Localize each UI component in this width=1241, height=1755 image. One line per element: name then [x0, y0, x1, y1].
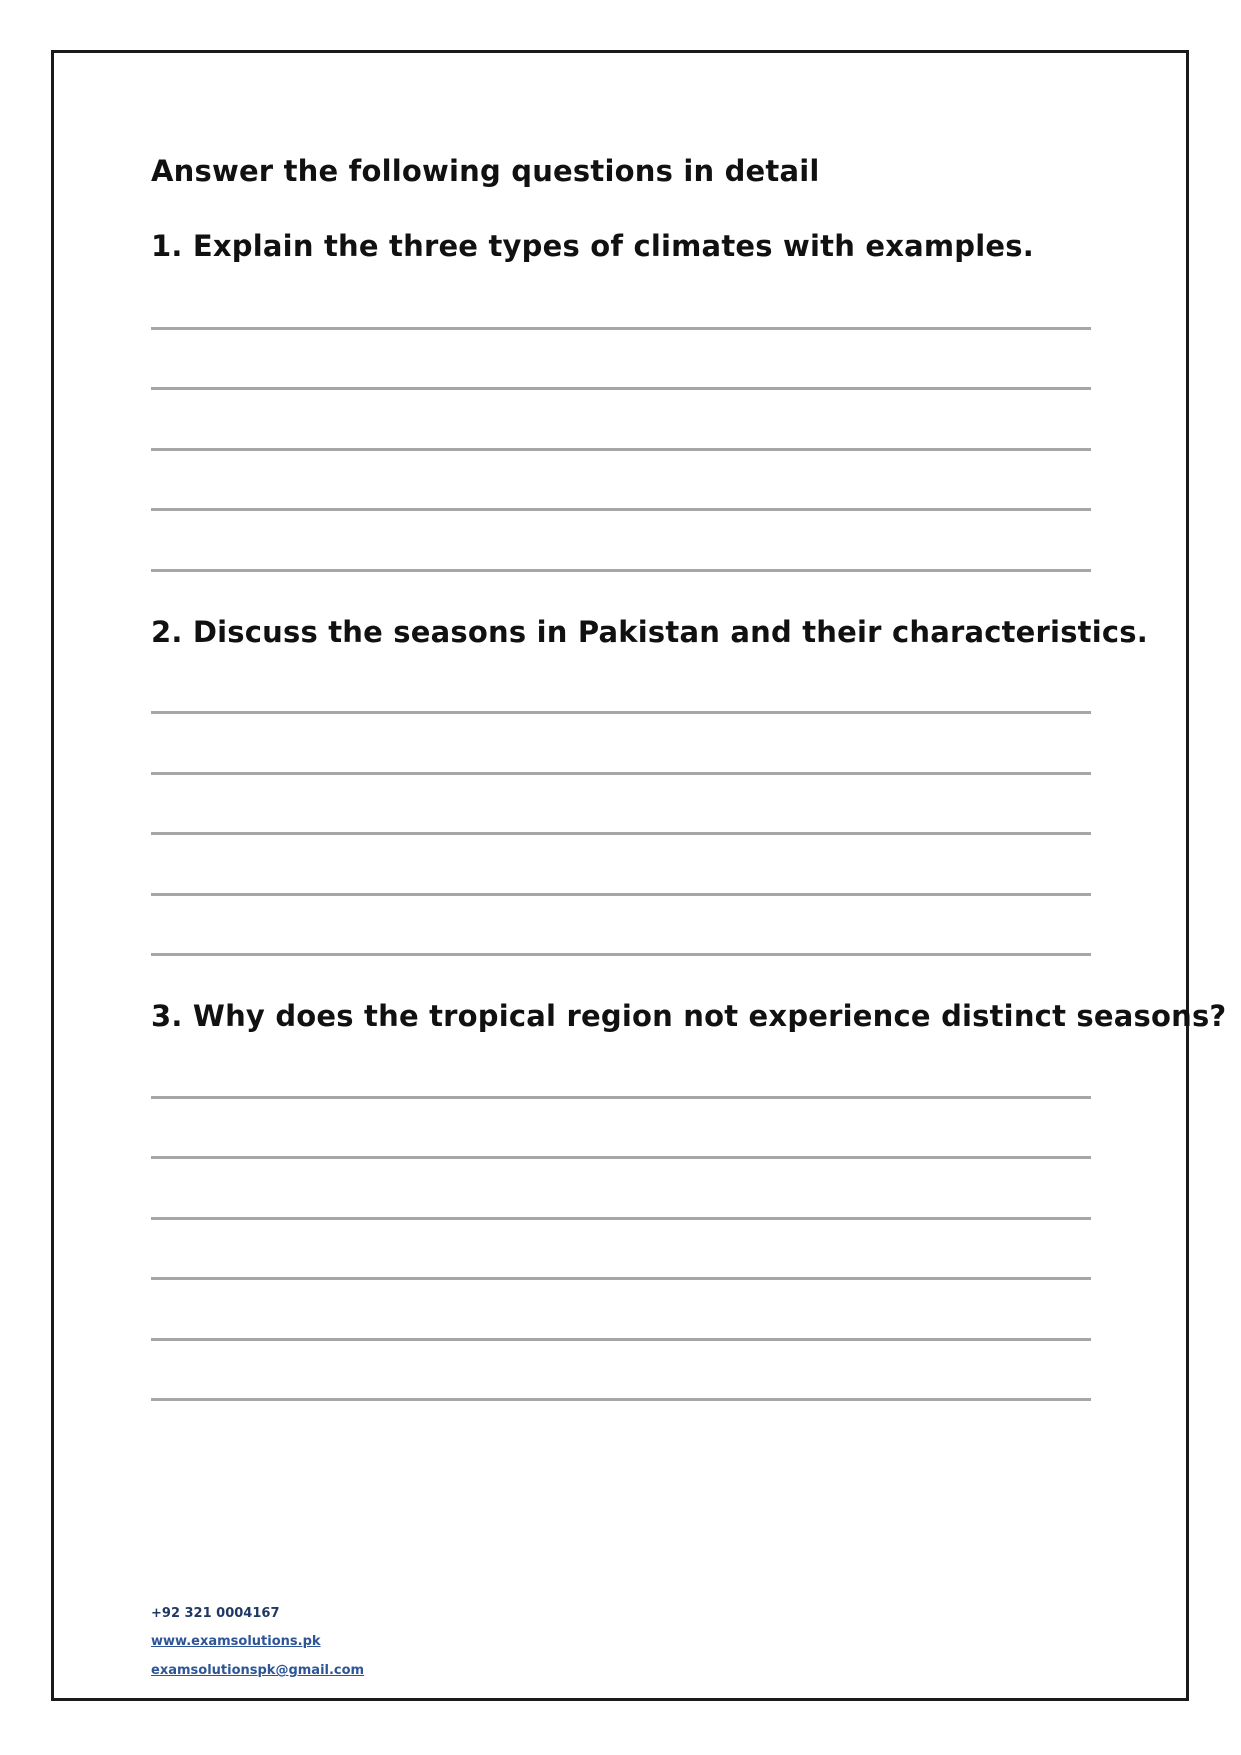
footer-email-link[interactable]: examsolutionspk@gmail.com	[151, 1663, 365, 1678]
footer-website-link[interactable]: www.examsolutions.pk	[151, 1634, 321, 1649]
answer-line[interactable]	[151, 1156, 1091, 1159]
answer-line[interactable]	[151, 1096, 1091, 1099]
answer-line[interactable]	[151, 772, 1091, 775]
footer-phone: +92 321 0004167	[151, 1606, 280, 1621]
answer-line[interactable]	[151, 387, 1091, 390]
worksheet-heading: Answer the following questions in detail	[151, 154, 820, 188]
answer-line[interactable]	[151, 893, 1091, 896]
page-border	[51, 50, 1189, 1701]
answer-line[interactable]	[151, 1398, 1091, 1401]
question-1: 1. Explain the three types of climates with examples.	[151, 229, 1034, 263]
answer-line[interactable]	[151, 711, 1091, 714]
answer-line[interactable]	[151, 953, 1091, 956]
answer-line[interactable]	[151, 1277, 1091, 1280]
answer-line[interactable]	[151, 832, 1091, 835]
answer-line[interactable]	[151, 1217, 1091, 1220]
question-2: 2. Discuss the seasons in Pakistan and their characteristics.	[151, 615, 1148, 649]
answer-line[interactable]	[151, 508, 1091, 511]
answer-line[interactable]	[151, 448, 1091, 451]
answer-line[interactable]	[151, 569, 1091, 572]
question-3: 3. Why does the tropical region not experience distinct seasons?	[151, 999, 1227, 1033]
answer-line[interactable]	[151, 327, 1091, 330]
answer-line[interactable]	[151, 1338, 1091, 1341]
